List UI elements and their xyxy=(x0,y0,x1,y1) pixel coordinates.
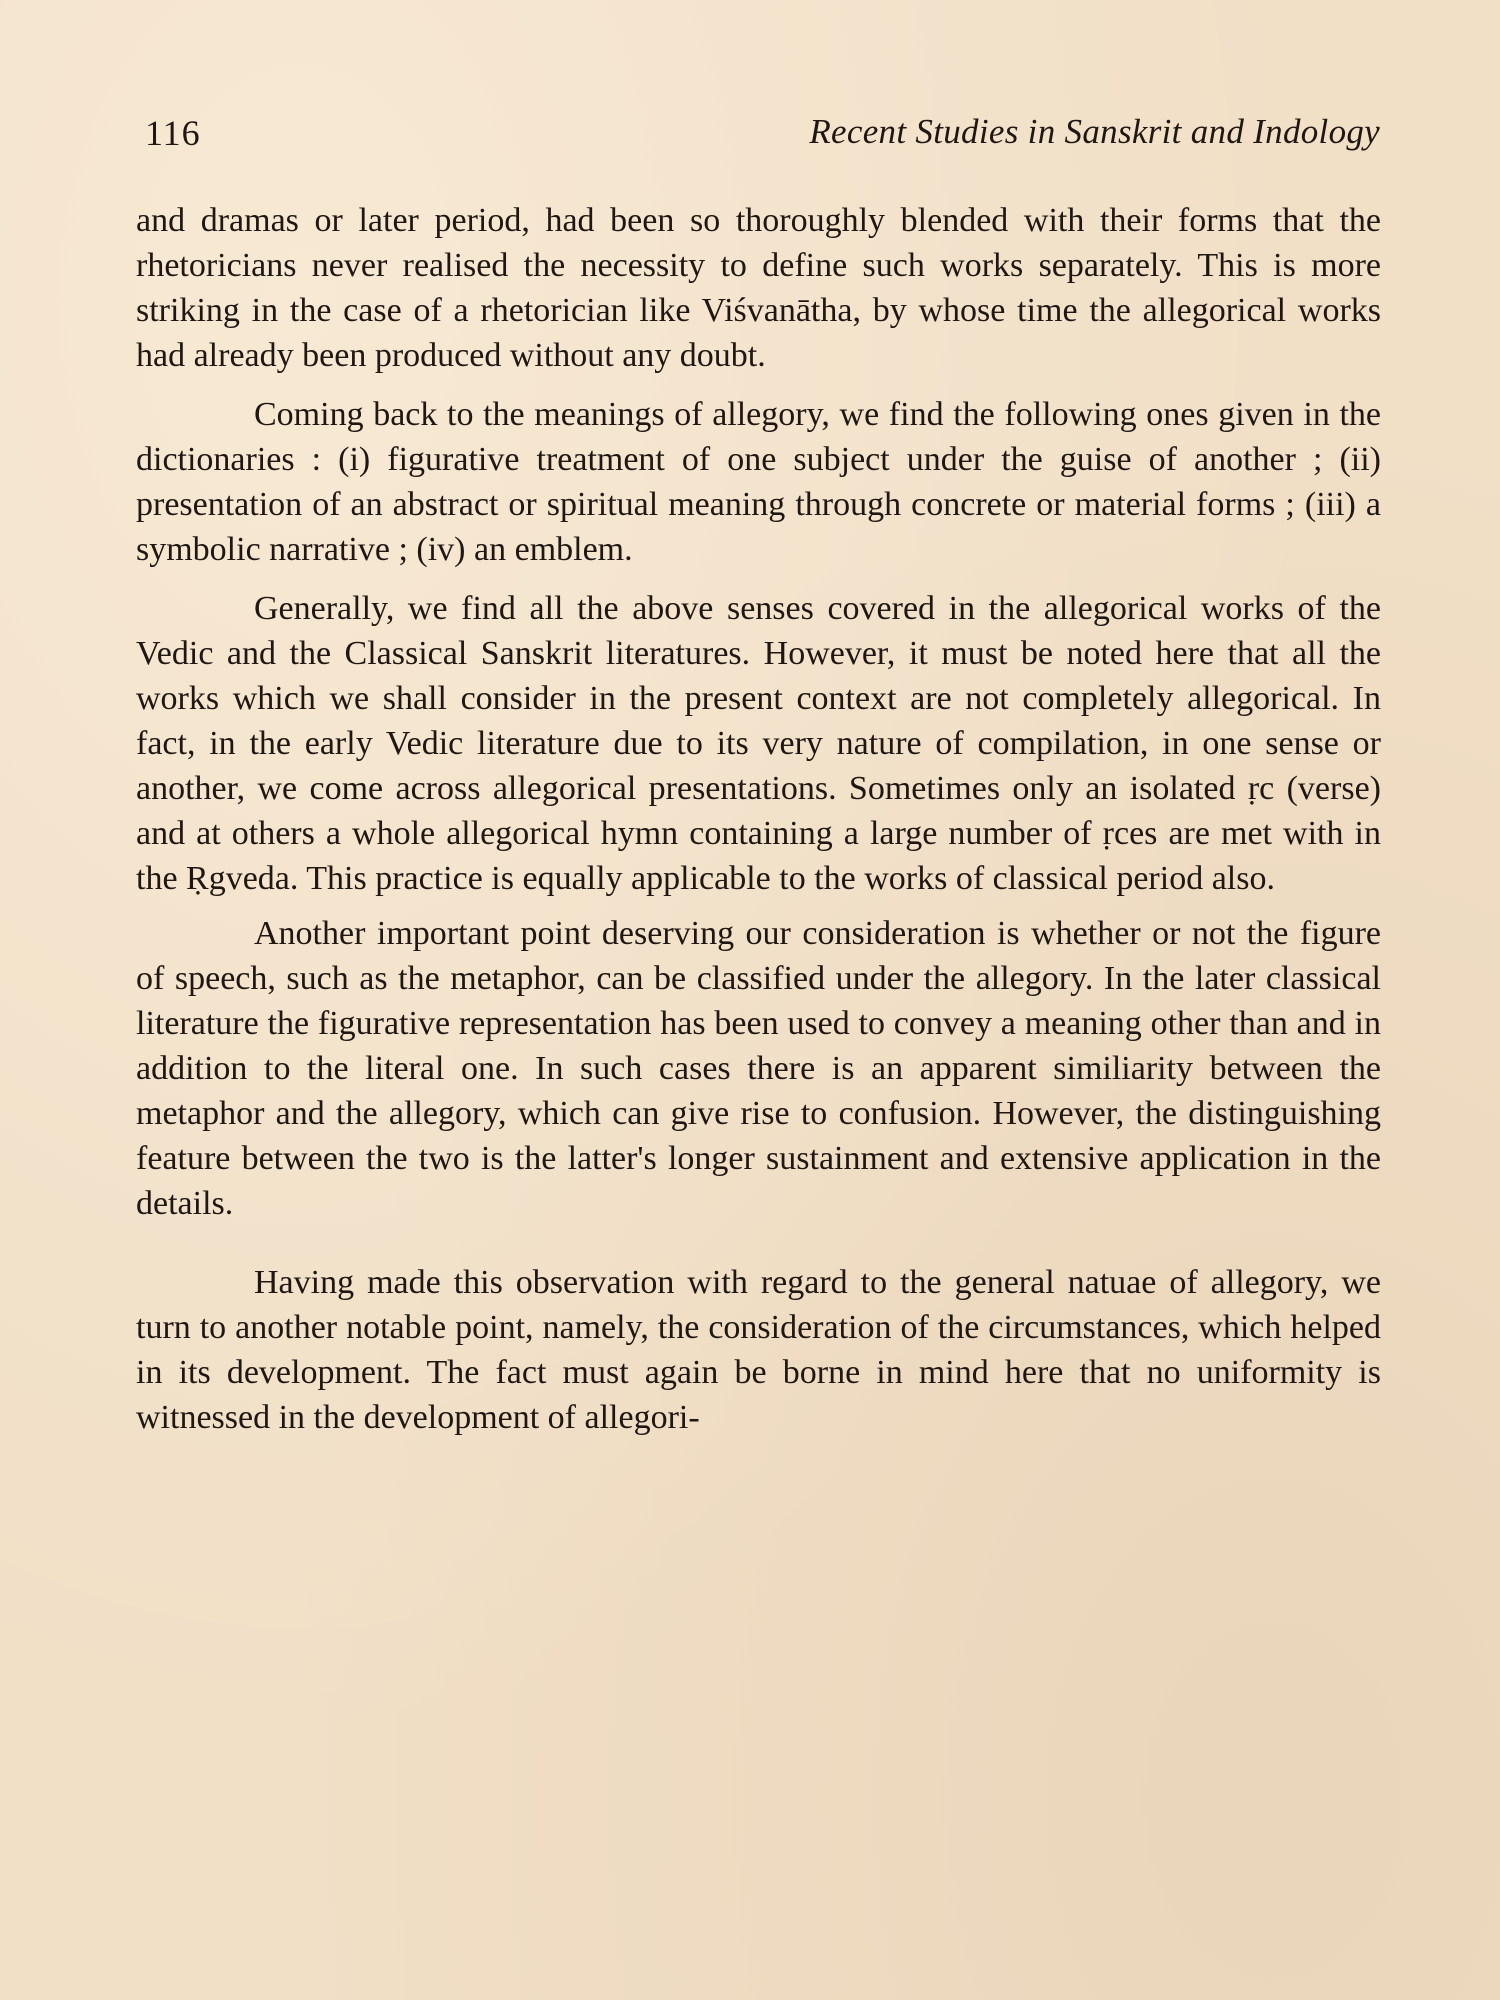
running-head xyxy=(145,112,1380,162)
paragraph-2: Coming back to the meanings of allegory, we find the following ones given in the dictionaries : (i) figurative treatment of one subject under the guise of another ; (ii) presentation of an abstract or spiritual meaning through concrete or material forms ; (iii) a symbolic narrative ; (iv) an emblem. xyxy=(136,396,1381,568)
paragraph-1: and dramas or later period, had been so thoroughly blended with their forms that the rhetoricians never realised the necessity to define such works separately. This is more striking in the case of a rhetorician like Viśvanātha, by whose time the allegorical works had already been produced without any doubt. xyxy=(136,202,1381,374)
body-text xyxy=(136,198,1381,1440)
paragraph-5: Having made this observation with regard to the general natuae of allegory, we turn to another notable point, namely, the consideration of the circumstances, which helped in its development. The fact must again be borne in mind here that no uniformity is witnessed in the development of allegori- xyxy=(136,1264,1381,1436)
paragraph-3: Generally, we find all the above senses covered in the allegorical works of the Vedic and the Classical Sanskrit literatures. However, it must be noted here that all the works which we shall consider in the present context are not completely allegorical. In fact, in the early Vedic literature due to its very nature of compilation, in one sense or another, we come across allegorical presentations. Sometimes only an isolated ṛc (verse) and at others a whole allegorical hymn containing a large number of ṛces are met with in the Ṛgveda. This practice is equally applicable to the works of classical period also. xyxy=(136,590,1381,897)
page-number: 116 xyxy=(145,113,201,153)
paragraph-4: Another important point deserving our consideration is whether or not the figure of speech, such as the metaphor, can be classified under the allegory. In the later classical literature the figurative representation has been used to convey a meaning other than and in addition to the literal one. In such cases there is an apparent similiarity between the metaphor and the allegory, which can give rise to confusion. However, the distinguishing feature between the two is the latter's longer sustainment and extensive application in the details. xyxy=(136,915,1381,1222)
running-title: Recent Studies in Sanskrit and Indology xyxy=(809,112,1380,151)
